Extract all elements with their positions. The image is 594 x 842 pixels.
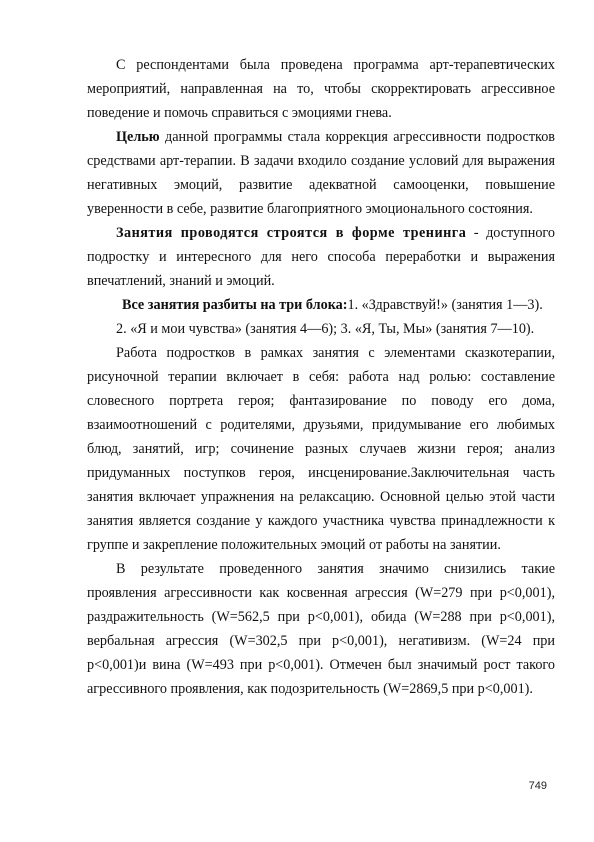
format-label: Занятия проводятся строятся в форме тренинга <box>116 225 467 241</box>
paragraph-work: Работа подростков в рамках занятия с элементами сказкотерапии, рисуночной терапии включает в себя: работа над ролью: составление словесного портрета героя; фантазирование по поводу его дома, взаимоотношений с родителями, друзьями, придумывание его любимых блюд, занятий, игр; сочинение разных случаев жизни героя; анализ придуманных поступков героя, инсценирование.Заключительная часть занятия включает упражнения на релаксацию. Основной целью этой части занятия является создание у каждого участника чувства принадлежности к группе и закрепление положительных эмоций от работы на занятии. <box>87 345 555 553</box>
paragraph-blocks-cont: 2. «Я и мои чувства» (занятия 4—6); 3. «Я, Ты, Мы» (занятия 7—10). <box>116 321 535 337</box>
blocks-label: Все занятия разбиты на три блока: <box>122 297 348 313</box>
format-text: - доступного подростку и интересного для него способа переработки и выражения впечатлений, знаний и эмоций. <box>87 225 555 289</box>
paragraph-intro: С респондентами была проведена программа арт-терапевтических мероприятий, направленная на то, чтобы скорректировать агрессивное поведение и помочь справиться с эмоциями гнева. <box>87 57 555 121</box>
goal-text: данной программы стала коррекция агрессивности подростков средствами арт-терапии. В задачи входило создание условий для выражения негативных эмоций, развитие адекватной самооценки, повышение уверенности в себе, развитие благоприятного эмоционального состояния. <box>87 129 555 217</box>
paragraph-format <box>87 221 555 293</box>
paragraph-results: В результате проведенного занятия значимо снизились такие проявления агрессивности как косвенная агрессия (W=279 при p<0,001), раздражительность (W=562,5 при p<0,001), обида (W=288 при p<0,001), вербальная агрессия (W=302,5 при p<0,001), негативизм. (W=24 при p<0,001)и вина (W=493 при p<0,001). Отмечен был значимый рост такого агрессивного проявления, как подозрительность (W=2869,5 при p<0,001). <box>87 561 555 697</box>
body-text <box>87 53 555 701</box>
page-number: 749 <box>528 780 547 792</box>
paragraph-blocks <box>87 293 555 317</box>
paragraph-goal <box>87 125 555 221</box>
goal-label: Целью <box>116 129 160 145</box>
blocks-first: 1. «Здравствуй!» (занятия 1—3). <box>347 297 543 313</box>
